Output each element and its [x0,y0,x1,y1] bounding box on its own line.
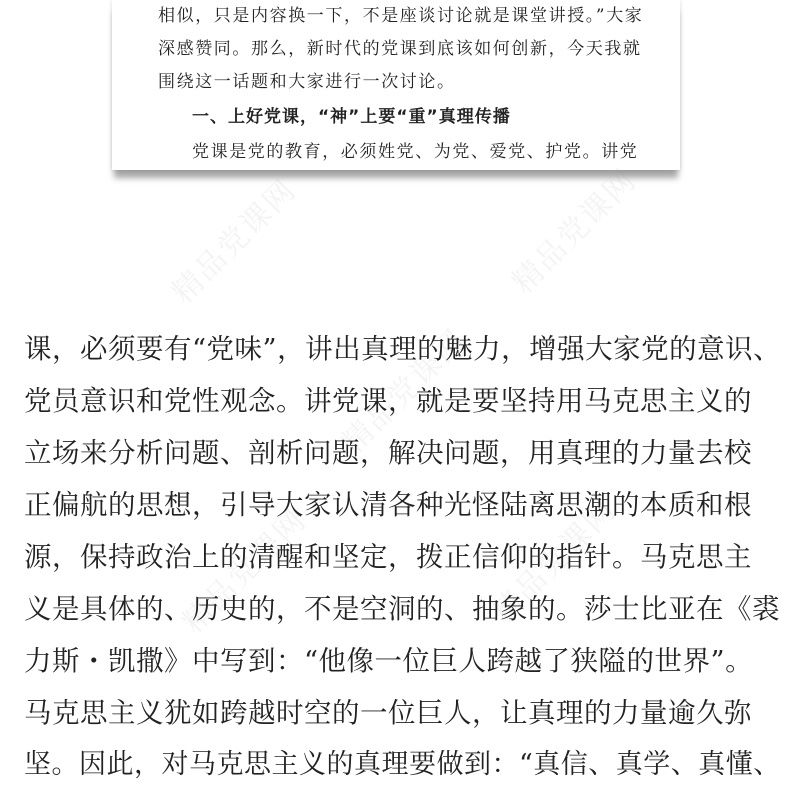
watermark: 精品党课网 [485,492,624,631]
watermark: 精品党课网 [165,172,304,311]
document-preview-card [112,0,680,170]
body-text-line: 源，保持政治上的清醒和坚定，拨正信仰的指针。马克思主 [24,541,752,573]
card-text-line: 党课是党的教育，必须姓党、为党、爱党、护党。讲党 [192,142,639,162]
body-text-line: 力斯・凯撒》中写到：“他像一位巨人跨越了狭隘的世界”。 [24,645,754,677]
body-text-line: 立场来分析问题、剖析问题，解决问题，用真理的力量去校 [24,437,752,469]
watermark: 精品党课网 [175,502,314,641]
body-text-line: 马克思主义犹如跨越时空的一位巨人，让真理的力量逾久弥 [24,697,752,729]
card-section-heading: 一、上好党课，“神”上要“重”真理传播 [192,107,511,127]
body-text-line: 课，必须要有“党味”，讲出真理的魅力，增强大家党的意识、 [24,333,782,365]
watermark: 精品党课网 [335,322,474,461]
card-text-line: 围绕这一话题和大家进行一次讨论。 [158,72,456,92]
body-text-line: 义是具体的、历史的，不是空洞的、抽象的。莎士比亚在《裘 [24,593,780,625]
body-text-line: 坚。因此，对马克思主义的真理要做到：“真信、真学、真懂、 [24,749,781,780]
body-text-line: 党员意识和党性观念。讲党课，就是要坚持用马克思主义的 [24,385,752,417]
card-text-line: 深感赞同。那么，新时代的党课到底该如何创新，今天我就 [158,39,642,59]
watermark: 精品党课网 [505,162,644,301]
card-text-line: 相似，只是内容换一下，不是座谈讨论就是课堂讲授。”大家 [158,6,644,26]
body-text-line: 正偏航的思想，引导大家认清各种光怪陆离思潮的本质和根 [24,489,752,521]
